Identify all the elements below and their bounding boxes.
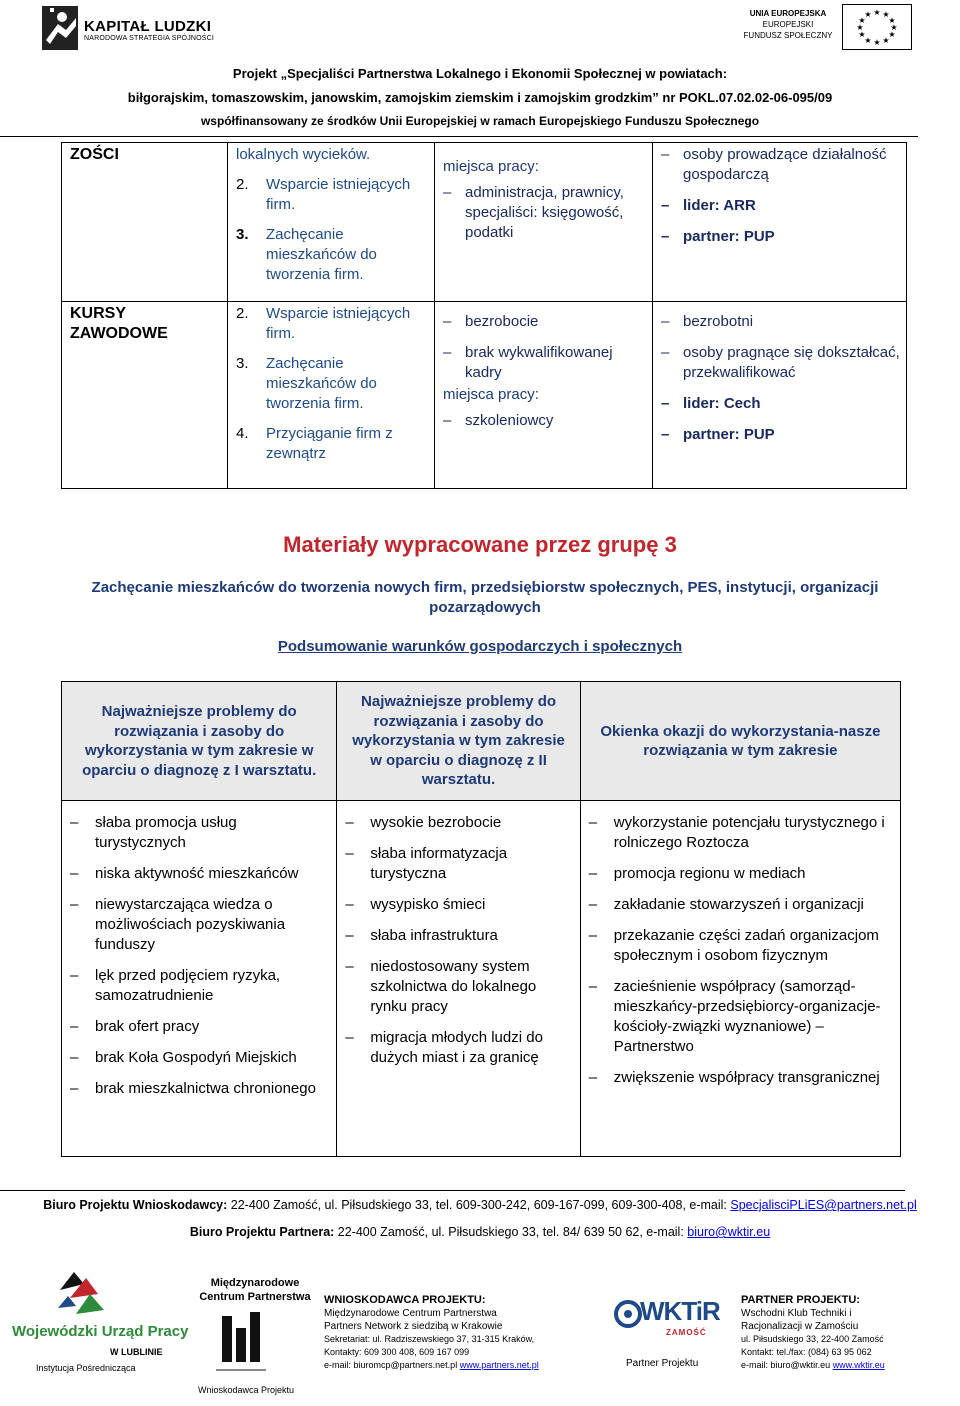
table2-header	[61, 681, 901, 801]
section-summary-text: Podsumowanie warunków gospodarczych i społecznych	[277, 638, 683, 655]
row2-goals	[228, 302, 435, 489]
section-summary	[0, 638, 960, 655]
partner-label: Partner Projektu	[626, 1358, 699, 1369]
kapital-ludzki-emblem-icon	[38, 4, 82, 52]
list-item: – wykorzystanie potencjału turystycznego i rolniczego Roztocza	[589, 813, 892, 853]
row1-category	[62, 143, 228, 302]
list-item: – wysypisko śmieci	[345, 895, 571, 915]
svg-text:★: ★	[873, 8, 881, 17]
list-item: – zwiększenie współpracy transgranicznej	[589, 1068, 892, 1088]
svg-text:★: ★	[873, 38, 881, 47]
mcp-role: Wnioskodawca Projektu	[198, 1385, 295, 1395]
eu-line-3: FUNDUSZ SPOŁECZNY	[743, 31, 833, 40]
list-item	[236, 354, 428, 414]
partner-line: Kontakt: tel./fax: (084) 63 95 062	[741, 1347, 872, 1357]
applicant-line: Partners Network z siedzibą w Krakowie	[324, 1321, 503, 1332]
table2-header-col3: Okienka okazji do wykorzystania-nasze rozwiązania w tym zakresie	[600, 722, 881, 759]
svg-text:★: ★	[882, 10, 890, 19]
row1-category-text: ZOŚCI	[70, 146, 119, 163]
table2-col3	[581, 801, 900, 1156]
row1-resources	[435, 143, 653, 302]
list-number: 3.	[236, 226, 249, 243]
list-item: – zacieśnienie współpracy (samorząd-mieszkańcy-przedsiębiorcy-organizacje-kościoły-związki wyznaniowe) – Partnerstwo	[589, 977, 892, 1057]
footer-line-1	[0, 1198, 960, 1212]
svg-text:★: ★	[864, 36, 872, 45]
wktir-logo-city: ZAMOŚĆ	[666, 1328, 707, 1337]
eu-flag-icon	[842, 4, 912, 50]
header-divider	[0, 136, 918, 137]
project-line-3: współfinansowany ze środków Unii Europejskiej w ramach Europejskiego Funduszu Społecznego	[200, 114, 760, 128]
row2-resources	[435, 302, 653, 489]
row1-target	[653, 143, 907, 302]
svg-text:★: ★	[890, 23, 898, 32]
partner-info	[741, 1294, 885, 1372]
footer-line2-label: Biuro Projektu Partnera:	[189, 1225, 335, 1239]
row1-resources-heading: miejsca pracy:	[443, 158, 539, 175]
list-text: Zachęcanie mieszkańców do tworzenia firm.	[266, 355, 377, 412]
list-number: 3.	[236, 355, 249, 372]
table-row	[62, 302, 907, 489]
eu-label	[740, 8, 836, 41]
list-text: Wsparcie istniejących firm.	[266, 305, 411, 342]
svg-text:★: ★	[858, 16, 866, 25]
list-item-partner: – partner: PUP	[661, 425, 900, 445]
partner-www-link[interactable]: www.wktir.eu	[832, 1360, 885, 1370]
list-item: – brak ofert pracy	[70, 1017, 328, 1037]
list-item: – wysokie bezrobocie	[345, 813, 571, 833]
row2-category-text: KURSY ZAWODOWE	[70, 305, 168, 342]
row2-resources-heading: miejsca pracy:	[443, 386, 539, 403]
list-item: – brak mieszkalnictwa chronionego	[70, 1079, 328, 1099]
list-number: 4.	[236, 425, 249, 442]
list-item: – niedostosowany system szkolnictwa do lokalnego rynku pracy	[345, 957, 571, 1017]
eu-line-1: UNIA EUROPEJSKA	[749, 9, 827, 18]
footer-divider	[0, 1190, 905, 1191]
list-item: – migracja młodych ludzi do dużych miast i za granicę	[345, 1028, 571, 1068]
list-item: – słaba informatyzacja turystyczna	[345, 844, 571, 884]
wup-city: W LUBLINIE	[110, 1347, 163, 1357]
footer-line1-text: 22-400 Zamość, ul. Piłsudskiego 33, tel. 609-300-242, 609-167-099, 609-300-408, e-mail:	[227, 1198, 731, 1212]
footer-line2-text: 22-400 Zamość, ul. Piłsudskiego 33, tel. 84/ 639 50 62, e-mail:	[334, 1225, 688, 1239]
list-item	[236, 225, 428, 285]
table2-col1	[62, 801, 337, 1156]
svg-text:★: ★	[888, 30, 896, 39]
list-item	[236, 424, 428, 464]
svg-text:★: ★	[864, 10, 872, 19]
footer-line1-email-link[interactable]: SpecjalisciPLiES@partners.net.pl	[730, 1198, 917, 1212]
top-table	[61, 142, 907, 489]
list-text: Wsparcie istniejących firm.	[266, 176, 411, 213]
svg-text:★: ★	[888, 16, 896, 25]
project-line-1: Projekt „Specjaliści Partnerstwa Lokalnego i Ekonomii Społecznej w powiatach:	[232, 66, 728, 81]
table2-header-col1: Najważniejsze problemy do rozwiązania i zasoby do wykorzystania w tym zakresie w oparciu o diagnozę z I warsztatu.	[62, 682, 337, 800]
list-item: – osoby pragnące się dokształcać, przekwalifikować	[661, 343, 900, 383]
applicant-line: Międzynarodowe Centrum Partnerstwa	[324, 1308, 497, 1319]
footer-line2-email-link[interactable]: biuro@wktir.eu	[687, 1225, 771, 1239]
list-item: – zakładanie stowarzyszeń i organizacji	[589, 895, 892, 915]
list-number: 2.	[236, 176, 249, 193]
list-text: Zachęcanie mieszkańców do tworzenia firm.	[266, 226, 377, 283]
eu-line-2: EUROPEJSKI	[762, 20, 814, 29]
applicant-line: Sekretariat: ul. Radziszewskiego 37, 31-315 Kraków,	[324, 1334, 535, 1344]
list-item-leader: – lider: ARR	[661, 196, 900, 216]
list-item: – brak wykwalifikowanej kadry	[443, 343, 646, 383]
table2-col2	[337, 801, 580, 1156]
list-number: 2.	[236, 305, 249, 322]
kapital-ludzki-subtitle: NARODOWA STRATEGIA SPÓJNOŚCI	[84, 35, 215, 42]
table2-header-col2: Najważniejsze problemy do rozwiązania i zasoby do wykorzystania w tym zakresie w oparciu o diagnozę z II warsztatu.	[337, 682, 580, 800]
row1-goals	[228, 143, 435, 302]
wup-role: Instytucja Pośrednicząca	[36, 1363, 136, 1373]
wup-name: Wojewódzki Urząd Pracy	[12, 1323, 189, 1340]
applicant-www-link[interactable]: www.partners.net.pl	[459, 1360, 539, 1370]
svg-text:★: ★	[856, 23, 864, 32]
list-item	[236, 304, 428, 344]
svg-text:★: ★	[882, 36, 890, 45]
wktir-logo-text: WKTiR	[640, 1296, 720, 1326]
list-item: – bezrobotni	[661, 312, 900, 332]
project-line-2: biłgorajskim, tomaszowskim, janowskim, zamojskim ziemskim i zamojskim grodzkim” nr POKL.07.02.02-06-095/09	[127, 90, 833, 105]
footer-line1-label: Biuro Projektu Wnioskodawcy:	[43, 1198, 228, 1212]
list-item: – słaba promocja usług turystycznych	[70, 813, 328, 853]
list-item: – osoby prowadzące działalność gospodarczą	[661, 145, 900, 185]
table-row	[62, 143, 907, 302]
list-item: – promocja regionu w mediach	[589, 864, 892, 884]
row2-target	[653, 302, 907, 489]
list-item: – słaba infrastruktura	[345, 926, 571, 946]
section-subtitle: Zachęcanie mieszkańców do tworzenia nowych firm, przedsiębiorstw społecznych, PES, instytucji, organizacji pozarządowych	[91, 579, 879, 616]
list-item: – niewystarczająca wiedza o możliwościach pozyskiwania funduszy	[70, 895, 328, 955]
list-item: – przekazanie części zadań organizacjom społecznym i osobom fizycznym	[589, 926, 892, 966]
kapital-ludzki-title: KAPITAŁ LUDZKI	[84, 18, 212, 35]
applicant-line: Kontakty: 609 300 408, 609 167 099	[324, 1347, 470, 1357]
svg-text:★: ★	[858, 30, 866, 39]
table2-body	[61, 801, 901, 1157]
mcp-logo-icon	[214, 1310, 268, 1380]
row1-goal-first: lokalnych wycieków.	[236, 146, 371, 163]
list-item	[236, 175, 428, 215]
partner-line: Racjonalizacji w Zamościu	[741, 1321, 859, 1332]
list-item: – niska aktywność mieszkańców	[70, 864, 328, 884]
list-item: – brak Koła Gospodyń Miejskich	[70, 1048, 328, 1068]
applicant-heading: WNIOSKODAWCA PROJEKTU:	[324, 1294, 486, 1306]
list-item: – administracja, prawnicy, specjaliści: księgowość, podatki	[443, 183, 646, 243]
mcp-name: Międzynarodowe Centrum Partnerstwa	[199, 1277, 311, 1303]
list-item: – lęk przed podjęciem ryzyka, samozatrudnienie	[70, 966, 328, 1006]
wup-logo-icon	[50, 1268, 110, 1320]
list-item: – bezrobocie	[443, 312, 646, 332]
list-item-leader: – lider: Cech	[661, 394, 900, 414]
row2-category	[62, 302, 228, 489]
partner-line: ul. Piłsudskiego 33, 22-400 Zamość	[741, 1334, 884, 1344]
applicant-email: e-mail: biuromcp@partners.net.pl	[324, 1360, 458, 1370]
footer-line-2	[0, 1225, 960, 1239]
partner-email: e-mail: biuro@wktir.eu	[741, 1360, 831, 1370]
list-text: Przyciąganie firm z zewnątrz	[266, 425, 393, 462]
list-item-partner: – partner: PUP	[661, 227, 900, 247]
list-item: – szkoleniowcy	[443, 411, 646, 431]
partner-heading: PARTNER PROJEKTU:	[741, 1294, 860, 1306]
partner-line: Wschodni Klub Techniki i	[741, 1308, 852, 1319]
section-title: Materiały wypracowane przez grupę 3	[283, 532, 677, 557]
applicant-info	[324, 1294, 539, 1372]
